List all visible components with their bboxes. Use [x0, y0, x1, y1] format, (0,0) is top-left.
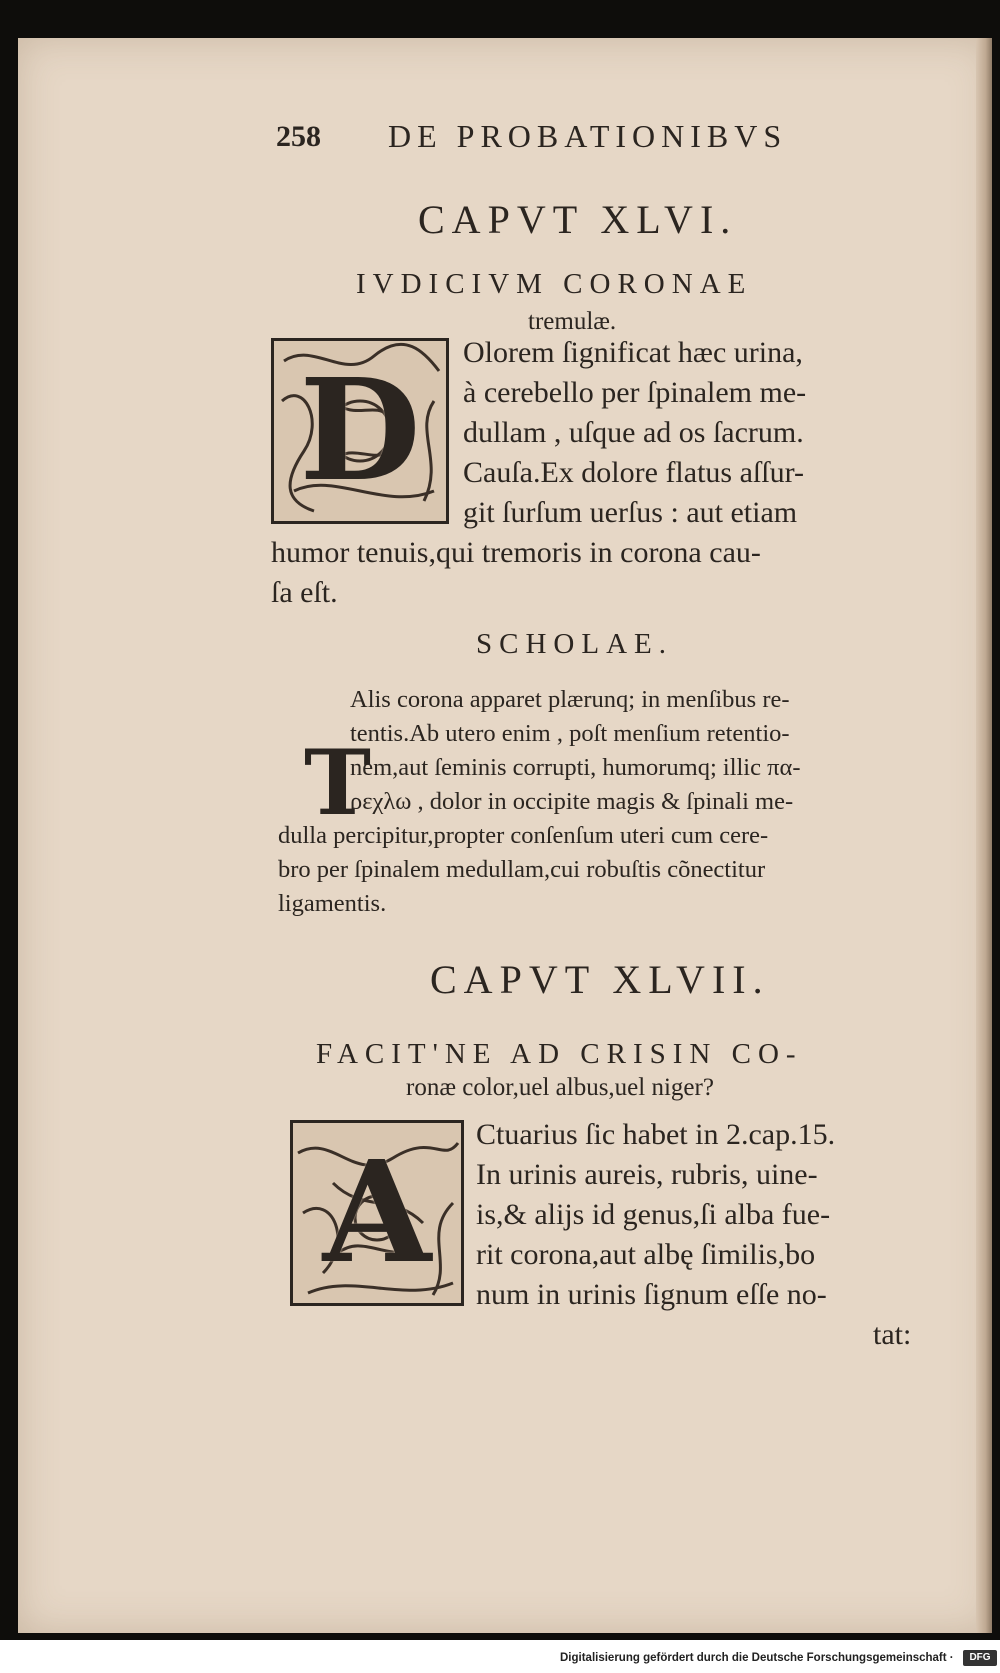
- page-number: 258: [276, 120, 321, 153]
- ornamental-initial-d: [271, 338, 449, 524]
- scholae-heading: SCHOLAE.: [476, 628, 673, 660]
- text-line: Cauſa.Ex dolore flatus aſſur-: [463, 456, 804, 489]
- text-line: ſa eſt.: [271, 576, 338, 609]
- chapter-46-title: IVDICIVM CORONAE: [356, 268, 753, 300]
- dfg-logo: DFG: [963, 1650, 997, 1666]
- chapter-47-title: FACIT'NE AD CRISIN CO-: [316, 1038, 803, 1070]
- text-line: tentis.Ab utero enim , poſt menſium retentio-: [350, 720, 790, 747]
- text-line: Ctuarius ſic habet in 2.cap.15.: [476, 1118, 836, 1151]
- text-line: humor tenuis,qui tremoris in corona cau-: [271, 536, 761, 569]
- text-line: nem,aut ſeminis corrupti, humorumq; illic πα-: [350, 754, 801, 781]
- text-line: git ſurſum uerſus : aut etiam: [463, 496, 798, 529]
- text-line: rit corona,aut albę ſimilis,bo: [476, 1238, 816, 1271]
- book-page: [18, 38, 992, 1633]
- text-line: bro per ſpinalem medullam,cui robuſtis cõnectitur: [278, 856, 766, 883]
- chapter-46-heading: CAPVT XLVI.: [418, 197, 738, 242]
- text-line: dulla percipitur,propter conſenſum uteri cum cere-: [278, 822, 769, 849]
- chapter-47-subtitle: ronæ color,uel albus,uel niger?: [406, 1074, 714, 1101]
- chapter-47-heading: CAPVT XLVII.: [430, 957, 770, 1002]
- initial-letter: A: [322, 1131, 432, 1295]
- text-line: ligamentis.: [278, 890, 387, 917]
- text-line: num in urinis ſignum eſſe no-: [476, 1278, 827, 1311]
- text-line: dullam , uſque ad os ſacrum.: [463, 416, 804, 449]
- text-line: is,& alijs id genus,ſi alba fue-: [476, 1198, 831, 1231]
- text-line: Alis corona apparet plærunq; in menſibus re-: [350, 686, 790, 713]
- text-line: tat:: [873, 1318, 912, 1351]
- text-line: In urinis aureis, rubris, uine-: [476, 1158, 818, 1191]
- initial-letter: D: [299, 349, 421, 513]
- running-title: DE PROBATIONIBVS: [388, 118, 788, 154]
- text-line: Olorem ſignificat hæc urina,: [463, 336, 803, 369]
- page-edge: [976, 38, 992, 1633]
- digitization-note: Digitalisierung gefördert durch die Deutsche Forschungsgemeinschaft ·: [560, 1652, 954, 1664]
- text-line: à cerebello per ſpinalem me-: [463, 376, 807, 409]
- chapter-46-subtitle: tremulæ.: [528, 308, 617, 335]
- initial-letter-t: T: [304, 730, 371, 836]
- ornamental-initial-a: [290, 1120, 464, 1306]
- text-line: ρεχλω , dolor in occipite magis & ſpinali me-: [350, 788, 794, 815]
